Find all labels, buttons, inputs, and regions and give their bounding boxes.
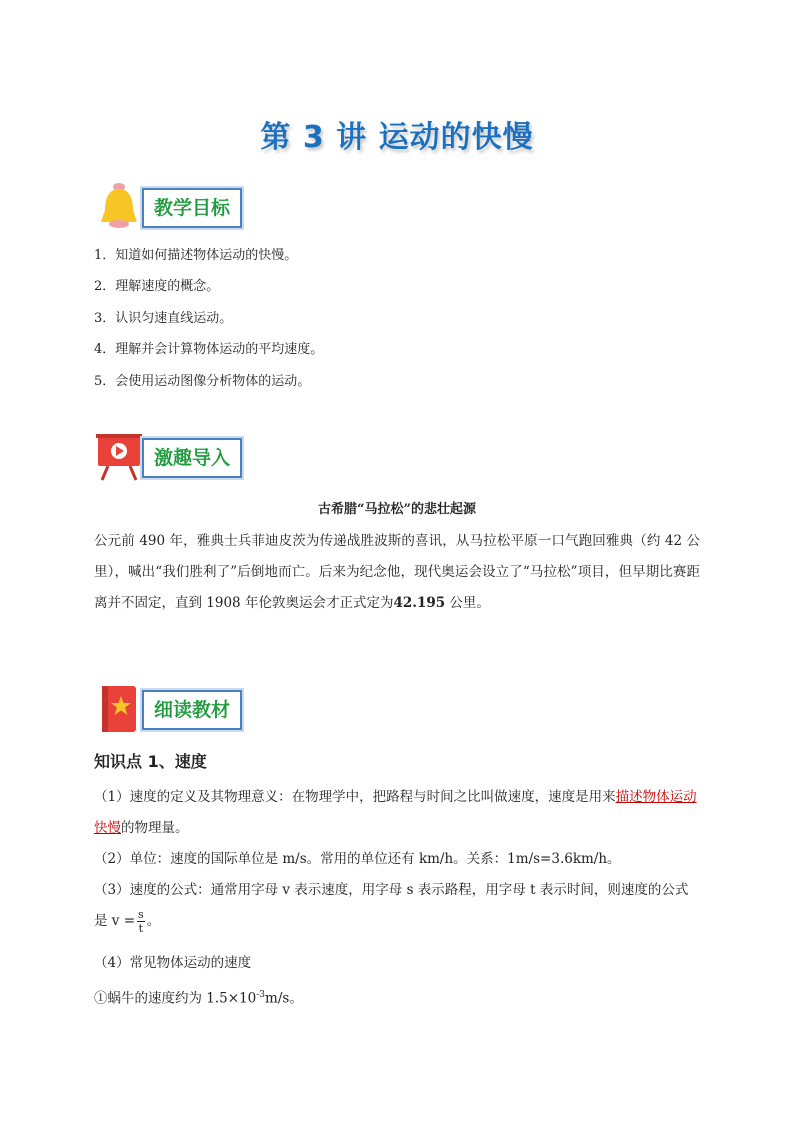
bell-icon xyxy=(96,182,142,232)
goal-item: 3．认识匀速直线运动。 xyxy=(94,311,233,326)
formula-text: （3）速度的公式：通常用字母 v 表示速度，用字母 s 表示路程，用字母 t 表示时间，则速度的公式是 xyxy=(94,882,689,929)
goal-item: 2．理解速度的概念。 xyxy=(94,279,220,294)
section-header-goals xyxy=(96,182,256,234)
book-icon xyxy=(96,684,142,734)
story-distance: 42.195 xyxy=(393,595,446,611)
formula-denominator: t xyxy=(138,922,144,935)
page-title: 第 3 讲 运动的快慢 xyxy=(260,120,534,155)
formula-fraction xyxy=(137,908,145,935)
formula-lhs: v = xyxy=(111,913,136,929)
paragraph-definition xyxy=(94,782,700,844)
formula-numerator: s xyxy=(138,908,144,921)
section-label-goals: 教学目标 xyxy=(142,188,242,228)
snail-speed-text: ①蜗牛的速度约为 1.5×10 xyxy=(94,990,257,1007)
section-label-read: 细读教材 xyxy=(142,690,242,730)
story-text-body: 公元前 490 年，雅典士兵菲迪皮茨为传递战胜波斯的喜讯，从马拉松平原一口气跑回雅典（约 42 公里），喊出“我们胜利了”后倒地而亡。后来为纪念他，现代奥运会设立了“马拉松”项目，但早期比赛距离并不固定，直到 1908 年伦敦奥运会才正式定为 xyxy=(94,533,700,611)
section-label-intro: 激趣导入 xyxy=(142,438,242,478)
video-board-icon xyxy=(96,432,142,482)
goal-item: 1．知道如何描述物体运动的快慢。 xyxy=(94,248,298,263)
definition-text-end: 的物理量。 xyxy=(121,820,189,836)
paragraph-unit: （2）单位：速度的国际单位是 m/s。常用的单位还有 km/h。关系：1m/s=3.6km/h。 xyxy=(94,851,621,867)
paragraph-snail-speed xyxy=(94,980,700,1015)
story-title: 古希腊“马拉松”的悲壮起源 xyxy=(318,502,476,517)
definition-highlight: 描述物体运动快慢 xyxy=(94,789,697,836)
section-header-intro xyxy=(96,432,256,484)
paragraph-common-speeds: （4）常见物体运动的速度 xyxy=(94,955,252,971)
knowledge-title: 知识点 1、速度 xyxy=(94,752,207,771)
definition-text: （1）速度的定义及其物理意义：在物理学中，把路程与时间之比叫做速度，速度是用来 xyxy=(94,789,616,805)
formula-end: 。 xyxy=(146,913,161,929)
snail-speed-exponent: -3 xyxy=(256,990,266,1000)
story-text-end: 公里。 xyxy=(445,595,490,611)
goal-item: 4．理解并会计算物体运动的平均速度。 xyxy=(94,342,324,357)
paragraph-formula xyxy=(94,875,700,937)
goal-item: 5．会使用运动图像分析物体的运动。 xyxy=(94,374,311,389)
story-text xyxy=(94,526,700,619)
snail-speed-unit: m/s。 xyxy=(265,990,303,1007)
section-header-read xyxy=(96,684,256,736)
